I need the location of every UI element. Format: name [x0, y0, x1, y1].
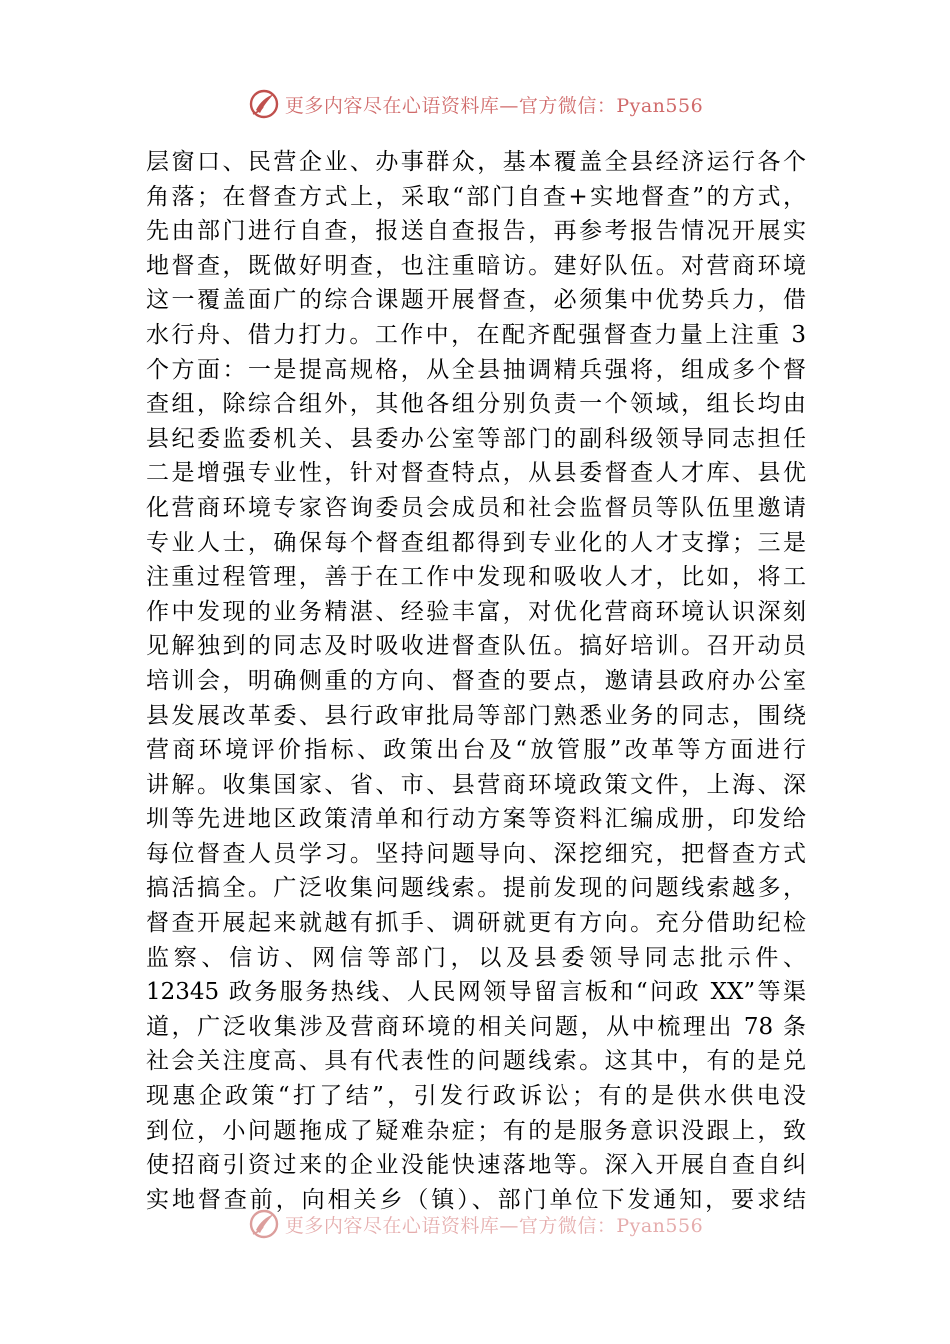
text-line: 道，广泛收集涉及营商环境的相关问题，从中梳理出 78 条: [146, 1013, 806, 1040]
text-line: 讲解。收集国家、省、市、县营商环境政策文件，上海、深: [146, 771, 806, 798]
body-paragraph: [146, 145, 806, 1217]
text-line: 地督查，既做好明查，也注重暗访。建好队伍。对营商环境: [146, 252, 806, 279]
text-line: 层窗口、民营企业、办事群众，基本覆盖全县经济运行各个: [146, 149, 806, 175]
text-line: 使招商引资过来的企业没能快速落地等。深入开展自查自纠: [146, 1152, 806, 1179]
brush-logo-icon: [247, 87, 281, 121]
text-line: 12345 政务服务热线、人民网领导留言板和“问政 XX”等渠: [146, 979, 806, 1006]
text-line: 先由部门进行自查，报送自查报告，再参考报告情况开展实: [146, 218, 806, 245]
text-line: 到位，小问题拖成了疑难杂症；有的是服务意识没跟上，致: [146, 1117, 806, 1144]
text-line: 现惠企政策“打了结”，引发行政诉讼；有的是供水供电没: [146, 1083, 806, 1110]
text-line: 查组，除综合组外，其他各组分别负责一个领域，组长均由: [146, 391, 806, 418]
footer-watermark-text: 更多内容尽在心语资料库—官方微信：Pyan556: [284, 1214, 704, 1237]
text-line: 个方面：一是提高规格，从全县抽调精兵强将，组成多个督: [146, 356, 806, 383]
brush-logo-icon: [247, 1207, 281, 1241]
text-line: 注重过程管理，善于在工作中发现和吸收人才，比如，将工: [146, 564, 806, 591]
text-line: 见解独到的同志及时吸收进督查队伍。搞好培训。召开动员: [146, 633, 806, 660]
text-line: 化营商环境专家咨询委员会成员和社会监督员等队伍里邀请: [146, 494, 806, 521]
header-watermark-text: 更多内容尽在心语资料库—官方微信：Pyan556: [284, 94, 704, 117]
text-line: 二是增强专业性，针对督查特点，从县委督查人才库、县优: [146, 460, 806, 487]
text-line: 圳等先进地区政策清单和行动方案等资料汇编成册，印发给: [146, 806, 806, 833]
text-line: 县发展改革委、县行政审批局等部门熟悉业务的同志，围绕: [146, 702, 806, 729]
text-line: 督查开展起来就越有抓手、调研就更有方向。充分借助纪检: [146, 910, 806, 937]
text-line: 这一覆盖面广的综合课题开展督查，必须集中优势兵力，借: [146, 287, 806, 314]
text-line: 搞活搞全。广泛收集问题线索。提前发现的问题线索越多，: [146, 875, 806, 902]
text-line: 监察、信访、网信等部门，以及县委领导同志批示件、: [146, 944, 806, 971]
text-line: 每位督查人员学习。坚持问题导向、深挖细究，把督查方式: [146, 840, 806, 867]
text-line: 专业人士，确保每个督查组都得到专业化的人才支撑；三是: [146, 529, 806, 556]
text-line: 社会关注度高、具有代表性的问题线索。这其中，有的是兑: [146, 1048, 806, 1075]
footer-watermark-banner: [0, 1204, 950, 1244]
text-line: 营商环境评价指标、政策出台及“放管服”改革等方面进行: [146, 737, 806, 764]
text-line: 实地督查前，向相关乡（镇）、部门单位下发通知，要求结: [146, 1186, 806, 1213]
text-line: 县纪委监委机关、县委办公室等部门的副科级领导同志担任: [146, 425, 806, 452]
header-watermark-banner: [0, 84, 950, 124]
text-line: 作中发现的业务精湛、经验丰富，对优化营商环境认识深刻: [146, 598, 806, 625]
text-line: 角落；在督查方式上，采取“部门自查+实地督查”的方式，: [146, 183, 806, 210]
text-line: 水行舟、借力打力。工作中，在配齐配强督查力量上注重 3: [146, 321, 806, 348]
text-line: 培训会，明确侧重的方向、督查的要点，邀请县政府办公室: [146, 667, 806, 694]
